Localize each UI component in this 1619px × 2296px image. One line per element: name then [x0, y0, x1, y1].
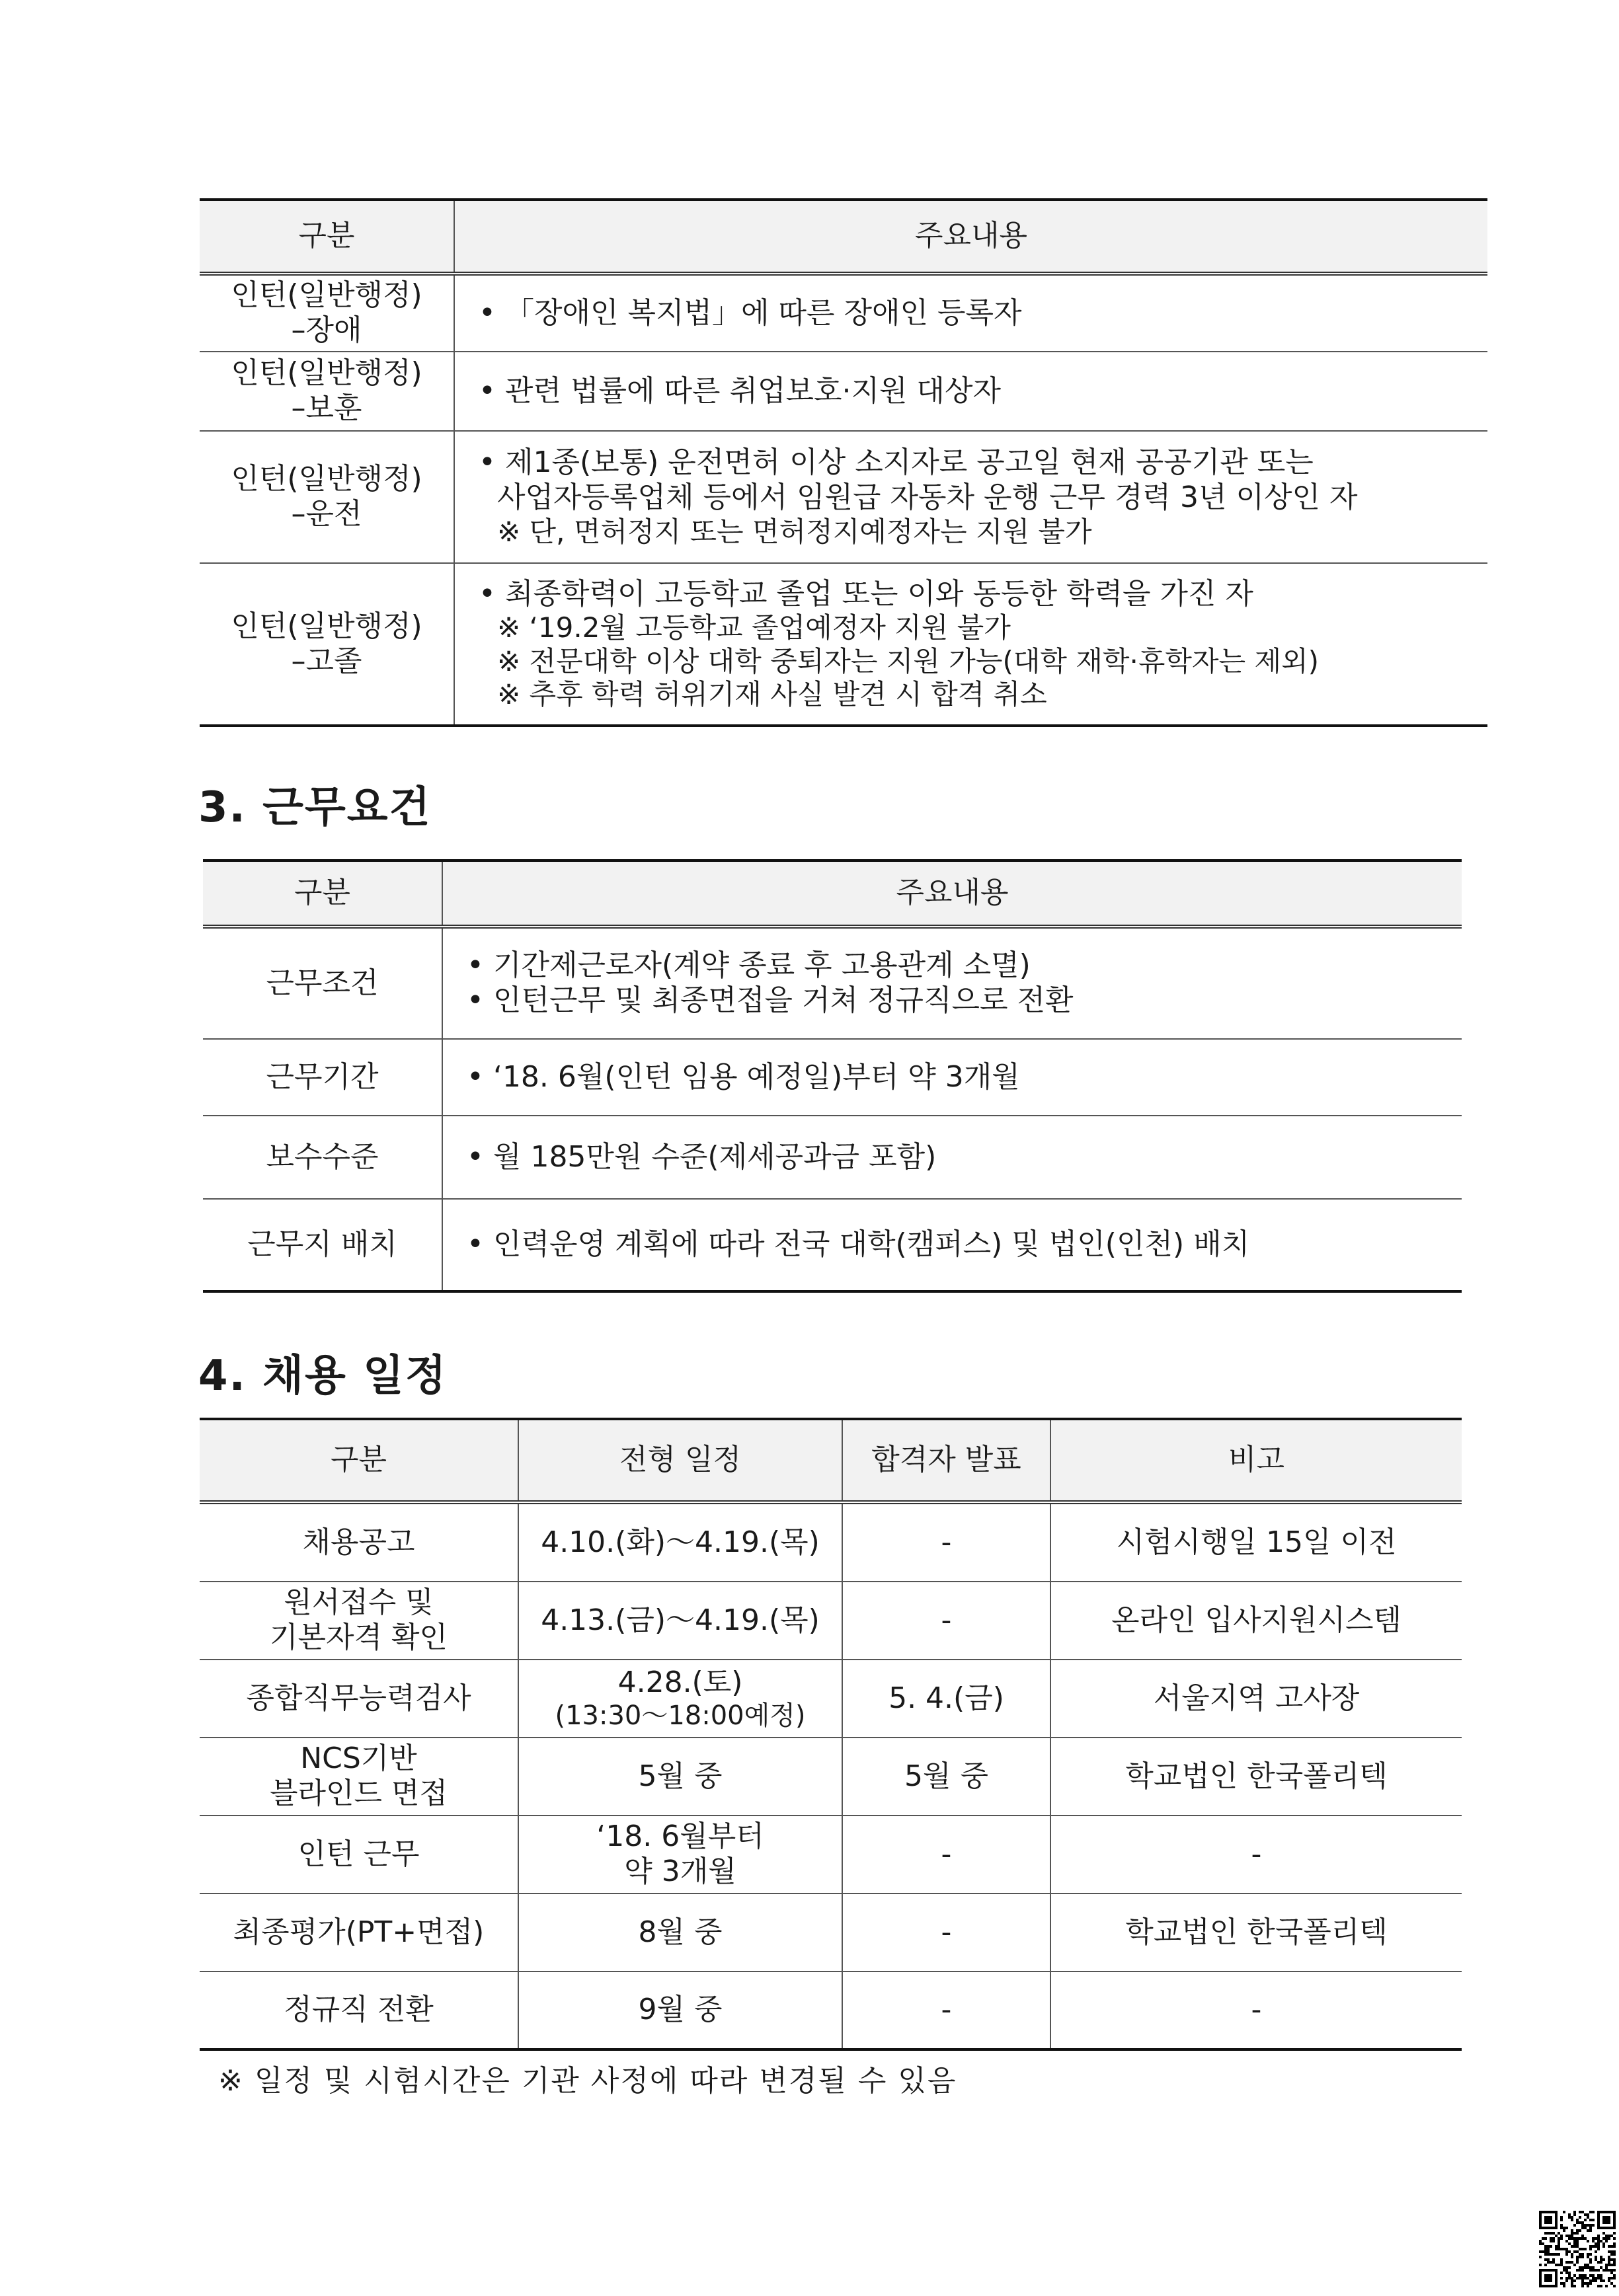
table-row: [200, 563, 1487, 726]
table-cell: [200, 1738, 518, 1816]
header-content: 주요내용: [442, 861, 1462, 927]
cell-text: 9월 중: [638, 1993, 723, 2027]
cell-text: 정규직 전환: [284, 1993, 434, 2027]
table-cell: [1050, 1816, 1462, 1894]
row-category: [203, 927, 442, 1039]
header-column: 합격자 발표: [842, 1419, 1050, 1502]
cell-text: 5. 4.(금): [888, 1681, 1004, 1715]
content-note: ※ 단, 면허정지 또는 면허정지예정자는 지원 불가: [497, 515, 1092, 548]
header-content: 주요내용: [454, 200, 1487, 274]
row-content: [454, 563, 1487, 726]
table-cell: [1050, 1738, 1462, 1816]
table-row: [200, 1816, 1462, 1894]
row-content: [454, 274, 1487, 352]
table-cell: [842, 1738, 1050, 1816]
cell-text: -: [941, 1603, 952, 1637]
table-row: [200, 1894, 1462, 1971]
cell-text: -: [1251, 1837, 1262, 1871]
table-row: [203, 1039, 1462, 1116]
row-category: [200, 563, 454, 726]
cell-text: 8월 중: [638, 1915, 723, 1949]
table-row: [203, 1199, 1462, 1291]
cell-text: 블라인드 면접: [269, 1777, 448, 1810]
header-category: 구분: [203, 861, 442, 927]
table-row: [200, 352, 1487, 431]
row-content: [442, 1039, 1462, 1116]
category-label: –고졸: [291, 644, 362, 678]
cell-text: -: [1251, 1993, 1262, 2027]
content-note: ※ ‘19.2월 고등학교 졸업예정자 지원 불가: [497, 611, 1011, 644]
cell-text: 온라인 입사지원시스템: [1111, 1603, 1402, 1637]
table-header-row: [200, 1419, 1462, 1502]
table-cell: [842, 1816, 1050, 1894]
schedule-footnote: ※ 일정 및 시험시간은 기관 사정에 따라 변경될 수 있음: [218, 2064, 957, 2098]
content-item: • 「장애인 복지법」에 따른 장애인 등록자: [479, 296, 1481, 331]
cell-text: NCS기반: [300, 1741, 417, 1776]
row-content: [454, 431, 1487, 563]
table-cell: [1050, 1582, 1462, 1660]
table-row: [200, 1582, 1462, 1660]
cell-text: 최종평가(PT+면접): [233, 1915, 485, 1949]
table-row: [200, 1738, 1462, 1816]
section-3-title: 3. 근무요건: [198, 783, 432, 832]
table-row: [200, 431, 1487, 563]
row-category: [200, 274, 454, 352]
cell-text: 채용공고: [302, 1525, 415, 1559]
table-cell: [200, 1582, 518, 1660]
table-cell: [200, 1816, 518, 1894]
cell-text: 원서접수 및: [284, 1586, 434, 1620]
row-content: [442, 1199, 1462, 1291]
header-column: 구분: [200, 1419, 518, 1502]
category-label: 인턴(일반행정): [231, 356, 422, 391]
header-column: 비고: [1050, 1419, 1462, 1502]
category-label: 인턴(일반행정): [231, 609, 422, 643]
category-label: –운전: [291, 497, 362, 531]
content-item: • 월 185만원 수준(제세공과금 포함): [467, 1140, 1455, 1175]
table-cell: [518, 1971, 842, 2049]
cell-text: -: [941, 1525, 952, 1559]
table-cell: [200, 1660, 518, 1738]
category-label: 근무지 배치: [247, 1227, 397, 1262]
content-item: • ‘18. 6월(인턴 임용 예정일)부터 약 3개월: [467, 1060, 1455, 1095]
table-header-row: [203, 861, 1462, 927]
table-cell: [518, 1738, 842, 1816]
row-category: [203, 1199, 442, 1291]
table-cell: [200, 1894, 518, 1971]
row-category: [203, 1039, 442, 1116]
table-cell: [1050, 1660, 1462, 1738]
content-item: • 기간제근로자(계약 종료 후 고용관계 소멸): [467, 948, 1455, 983]
row-category: [203, 1116, 442, 1199]
row-category: [200, 352, 454, 431]
row-content: [442, 1116, 1462, 1199]
category-label: –장애: [291, 313, 362, 347]
table-cell: [200, 1971, 518, 2049]
table-cell: [518, 1816, 842, 1894]
table-cell: [1050, 1502, 1462, 1582]
eligibility-table: [200, 198, 1487, 727]
table-row: [203, 1116, 1462, 1199]
cell-text: 4.28.(토): [617, 1665, 743, 1699]
table-row: [200, 1660, 1462, 1738]
table-row: [203, 927, 1462, 1039]
table-cell: [1050, 1971, 1462, 2049]
header-category: 구분: [200, 200, 454, 274]
category-label: 인턴(일반행정): [231, 278, 422, 313]
cell-text: 서울지역 고사장: [1153, 1681, 1360, 1715]
cell-text: -: [941, 1915, 952, 1949]
category-label: 근무기간: [266, 1059, 379, 1094]
row-content: [454, 352, 1487, 431]
cell-text: 종합직무능력검사: [246, 1681, 471, 1715]
section-4-title: 4. 채용 일정: [198, 1352, 448, 1400]
cell-text: ‘18. 6월부터: [596, 1819, 764, 1854]
cell-text: -: [941, 1837, 952, 1871]
row-content: [442, 927, 1462, 1039]
cell-text: 학교법인 한국폴리텍: [1125, 1759, 1388, 1793]
table-cell: [200, 1502, 518, 1582]
cell-text: 4.10.(화)～4.19.(목): [541, 1525, 820, 1559]
row-category: [200, 431, 454, 563]
table-cell: [518, 1660, 842, 1738]
header-column: 전형 일정: [518, 1419, 842, 1502]
content-item: • 인턴근무 및 최종면접을 거쳐 정규직으로 전환: [467, 983, 1455, 1018]
category-label: 보수수준: [266, 1139, 379, 1174]
table-row: [200, 274, 1487, 352]
table-cell: [842, 1660, 1050, 1738]
table-cell: [518, 1582, 842, 1660]
content-note: ※ 추후 학력 허위기재 사실 발견 시 합격 취소: [497, 678, 1047, 711]
cell-text: 5월 중: [904, 1759, 988, 1793]
table-header-row: [200, 200, 1487, 274]
table-cell: [842, 1582, 1050, 1660]
cell-text: (13:30～18:00예정): [555, 1701, 806, 1732]
table-row: [200, 1502, 1462, 1582]
table-cell: [518, 1894, 842, 1971]
table-cell: [1050, 1894, 1462, 1971]
category-label: 근무조건: [266, 966, 379, 1000]
cell-text: -: [941, 1993, 952, 2027]
cell-text: 시험시행일 15일 이전: [1116, 1525, 1397, 1559]
content-note: ※ 전문대학 이상 대학 중퇴자는 지원 가능(대학 재학·휴학자는 제외): [497, 644, 1319, 677]
category-label: –보훈: [291, 391, 362, 425]
category-label: 인턴(일반행정): [231, 462, 422, 496]
table-cell: [842, 1502, 1050, 1582]
schedule-table: [200, 1418, 1462, 2051]
cell-text: 학교법인 한국폴리텍: [1125, 1915, 1388, 1949]
content-item: 사업자등록업체 등에서 임원급 자동차 운행 근무 경력 3년 이상인 자: [497, 480, 1358, 514]
content-item: • 제1종(보통) 운전면허 이상 소지자로 공고일 현재 공공기관 또는: [479, 445, 1481, 480]
working-conditions-table: [203, 859, 1462, 1293]
cell-text: 4.13.(금)～4.19.(목): [541, 1603, 820, 1637]
qr-code-icon: [1539, 2211, 1616, 2287]
table-row: [200, 1971, 1462, 2049]
cell-text: 인턴 근무: [297, 1837, 420, 1871]
cell-text: 약 3개월: [624, 1855, 736, 1888]
table-cell: [518, 1502, 842, 1582]
cell-text: 5월 중: [638, 1759, 723, 1793]
content-item: • 최종학력이 고등학교 졸업 또는 이와 동등한 학력을 가진 자: [479, 577, 1481, 612]
table-cell: [842, 1971, 1050, 2049]
table-cell: [842, 1894, 1050, 1971]
content-item: • 인력운영 계획에 따라 전국 대학(캠퍼스) 및 법인(인천) 배치: [467, 1227, 1455, 1262]
content-item: • 관련 법률에 따른 취업보호·지원 대상자: [479, 374, 1481, 409]
cell-text: 기본자격 확인: [269, 1621, 448, 1654]
